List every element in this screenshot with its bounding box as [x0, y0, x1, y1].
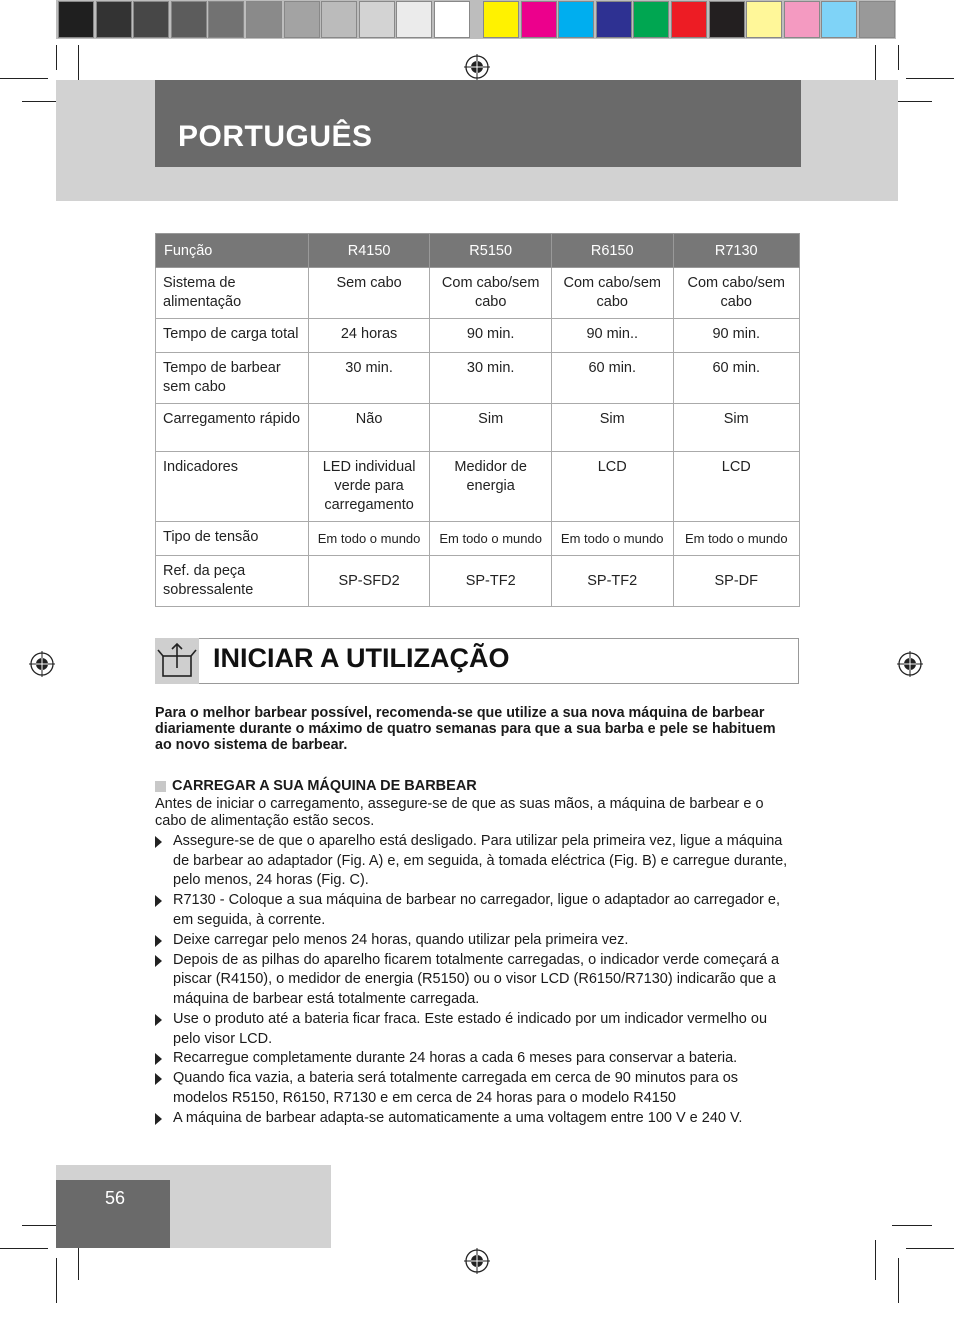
- list-item: [155, 1010, 795, 1049]
- registration-mark-icon: [464, 54, 490, 80]
- crop-mark: [22, 101, 56, 102]
- table-cell: Tipo de tensão: [156, 522, 309, 556]
- table-cell: SP-SFD2: [308, 556, 430, 607]
- color-swatch: [285, 2, 319, 37]
- list-item-text: Depois de as pilhas do aparelho ficarem totalmente carregadas, o indicador verde começará a piscar (R4150), o medidor de energia (R5150) ou o visor LCD (R6150/R7130) indicarão que a máquina de barbear está totalmente carregada.: [173, 951, 780, 1007]
- table-cell: Não: [308, 404, 430, 452]
- color-swatch: [172, 2, 206, 37]
- list-item: [155, 1049, 795, 1069]
- bullet-arrow-icon: [155, 955, 162, 967]
- box-upload-icon: [155, 638, 199, 684]
- color-swatch: [360, 2, 394, 37]
- crop-mark: [898, 1258, 899, 1303]
- table-cell: 60 min.: [551, 353, 673, 404]
- table-cell: Carregamento rápido: [156, 404, 309, 452]
- table-header: R6150: [551, 234, 673, 268]
- table-cell: Com cabo/sem cabo: [673, 268, 799, 319]
- table-cell: Com cabo/sem cabo: [551, 268, 673, 319]
- color-swatch: [634, 2, 668, 37]
- table-cell: SP-TF2: [551, 556, 673, 607]
- list-item: [155, 951, 795, 1010]
- table-row: [156, 268, 800, 319]
- crop-mark: [56, 1258, 57, 1303]
- crop-mark: [875, 1240, 876, 1280]
- table-cell: Tempo de carga total: [156, 319, 309, 353]
- bullet-arrow-icon: [155, 1053, 162, 1065]
- registration-mark-icon: [29, 651, 55, 677]
- list-item: [155, 1109, 795, 1129]
- table-cell: 90 min.: [430, 319, 552, 353]
- crop-mark: [898, 101, 932, 102]
- crop-mark: [0, 78, 48, 79]
- color-swatch: [597, 2, 631, 37]
- table-cell: Sim: [430, 404, 552, 452]
- table-cell: Indicadores: [156, 452, 309, 522]
- table-cell: SP-DF: [673, 556, 799, 607]
- table-cell: Medidor de energia: [430, 452, 552, 522]
- table-row: [156, 404, 800, 452]
- table-cell: 60 min.: [673, 353, 799, 404]
- list-item: [155, 1069, 795, 1108]
- registration-mark-icon: [897, 651, 923, 677]
- table-header-row: [156, 234, 800, 268]
- table-cell: 24 horas: [308, 319, 430, 353]
- list-item: [155, 832, 795, 891]
- table-cell: Em todo o mundo: [308, 522, 430, 556]
- table-cell: 30 min.: [430, 353, 552, 404]
- color-swatch: [522, 2, 556, 37]
- table-row: [156, 522, 800, 556]
- subsection-marker: [155, 781, 166, 792]
- crop-mark: [0, 1248, 48, 1249]
- table-cell: Com cabo/sem cabo: [430, 268, 552, 319]
- color-swatch: [59, 2, 93, 37]
- color-swatch: [747, 2, 781, 37]
- crop-mark: [892, 1225, 932, 1226]
- color-swatch: [860, 2, 894, 37]
- color-swatch: [435, 2, 469, 37]
- color-swatch: [322, 2, 356, 37]
- color-swatch: [134, 2, 168, 37]
- page-number: 56: [105, 1188, 126, 1208]
- list-item: [155, 931, 795, 951]
- section-title: INICIAR A UTILIZAÇÃO: [213, 643, 510, 673]
- table-header: R7130: [673, 234, 799, 268]
- intro-paragraph: Para o melhor barbear possível, recomenda-se que utilize a sua nova máquina de barbear diariamente durante o máximo de quatro semanas para que a sua barba e pele se habituem ao novo sistema de barbear.: [155, 705, 776, 753]
- color-swatch: [484, 2, 518, 37]
- list-item-text: R7130 - Coloque a sua máquina de barbear no carregador, ligue o adaptador ao carregador e, em seguida, à corrente.: [173, 892, 780, 928]
- table-cell: Em todo o mundo: [430, 522, 552, 556]
- table-row: [156, 353, 800, 404]
- table-cell: Tempo de barbear sem cabo: [156, 353, 309, 404]
- list-item-text: Deixe carregar pelo menos 24 horas, quando utilizar pela primeira vez.: [173, 931, 629, 948]
- bullet-arrow-icon: [155, 1014, 162, 1026]
- section-icon-box: [155, 638, 199, 684]
- table-cell: LED individual verde para carregamento: [308, 452, 430, 522]
- table-cell: 30 min.: [308, 353, 430, 404]
- crop-mark: [906, 1248, 954, 1249]
- color-swatch: [97, 2, 131, 37]
- table-cell: Sim: [551, 404, 673, 452]
- table-cell: Sim: [673, 404, 799, 452]
- crop-mark: [56, 45, 57, 70]
- color-swatch: [672, 2, 706, 37]
- table-cell: 90 min.: [673, 319, 799, 353]
- table-cell: Em todo o mundo: [673, 522, 799, 556]
- color-swatch: [822, 2, 856, 37]
- bullet-arrow-icon: [155, 1113, 162, 1125]
- table-header: R4150: [308, 234, 430, 268]
- list-item-text: Assegure-se de que o aparelho está desligado. Para utilizar pela primeira vez, ligue a máquina de barbear ao adaptador (Fig. A) e, em seguida, à tomada eléctrica (Fig. B) e carregue durante, pelo menos, 24 horas (Fig. C).: [173, 833, 788, 889]
- list-item-text: A máquina de barbear adapta-se automaticamente a uma voltagem entre 100 V e 240 V.: [173, 1110, 743, 1127]
- color-swatch: [710, 2, 744, 37]
- color-swatch: [247, 2, 281, 37]
- crop-mark: [906, 78, 954, 79]
- color-swatch: [397, 2, 431, 37]
- list-item-text: Quando fica vazia, a bateria será totalmente carregada em cerca de 90 minutos para os modelos R5150, R6150, R7130 e em cerca de 24 horas para o modelo R4150: [173, 1070, 739, 1107]
- table-cell: SP-TF2: [430, 556, 552, 607]
- bullet-arrow-icon: [155, 1073, 162, 1085]
- list-item-text: Recarregue completamente durante 24 horas a cada 6 meses para conservar a bateria.: [173, 1050, 738, 1067]
- crop-mark: [898, 45, 899, 70]
- table-cell: Sem cabo: [308, 268, 430, 319]
- table-cell: Em todo o mundo: [551, 522, 673, 556]
- bullet-arrow-icon: [155, 836, 162, 848]
- table-row: [156, 556, 800, 607]
- table-cell: LCD: [551, 452, 673, 522]
- color-swatch: [785, 2, 819, 37]
- subsection-title: CARREGAR A SUA MÁQUINA DE BARBEAR: [172, 778, 477, 794]
- bullet-arrow-icon: [155, 935, 162, 947]
- instruction-list: [155, 832, 795, 1129]
- table-cell: LCD: [673, 452, 799, 522]
- table-row: [156, 319, 800, 353]
- table-cell: 90 min..: [551, 319, 673, 353]
- color-swatch: [209, 2, 243, 37]
- list-item-text: Use o produto até a bateria ficar fraca. Este estado é indicado por um indicador vermelho ou pelo visor LCD.: [173, 1010, 768, 1047]
- table-cell: Sistema de alimentação: [156, 268, 309, 319]
- bullet-arrow-icon: [155, 895, 162, 907]
- body-paragraph: Antes de iniciar o carregamento, assegure-se de que as suas mãos, a máquina de barbear e o cabo de alimentação estão secos.: [155, 796, 764, 829]
- registration-mark-icon: [464, 1248, 490, 1274]
- color-swatch: [559, 2, 593, 37]
- spec-table: [155, 233, 800, 607]
- page-title: PORTUGUÊS: [178, 120, 373, 153]
- table-header: R5150: [430, 234, 552, 268]
- table-row: [156, 452, 800, 522]
- table-cell: Ref. da peça sobressalente: [156, 556, 309, 607]
- list-item: [155, 891, 795, 930]
- table-header: Função: [156, 234, 309, 268]
